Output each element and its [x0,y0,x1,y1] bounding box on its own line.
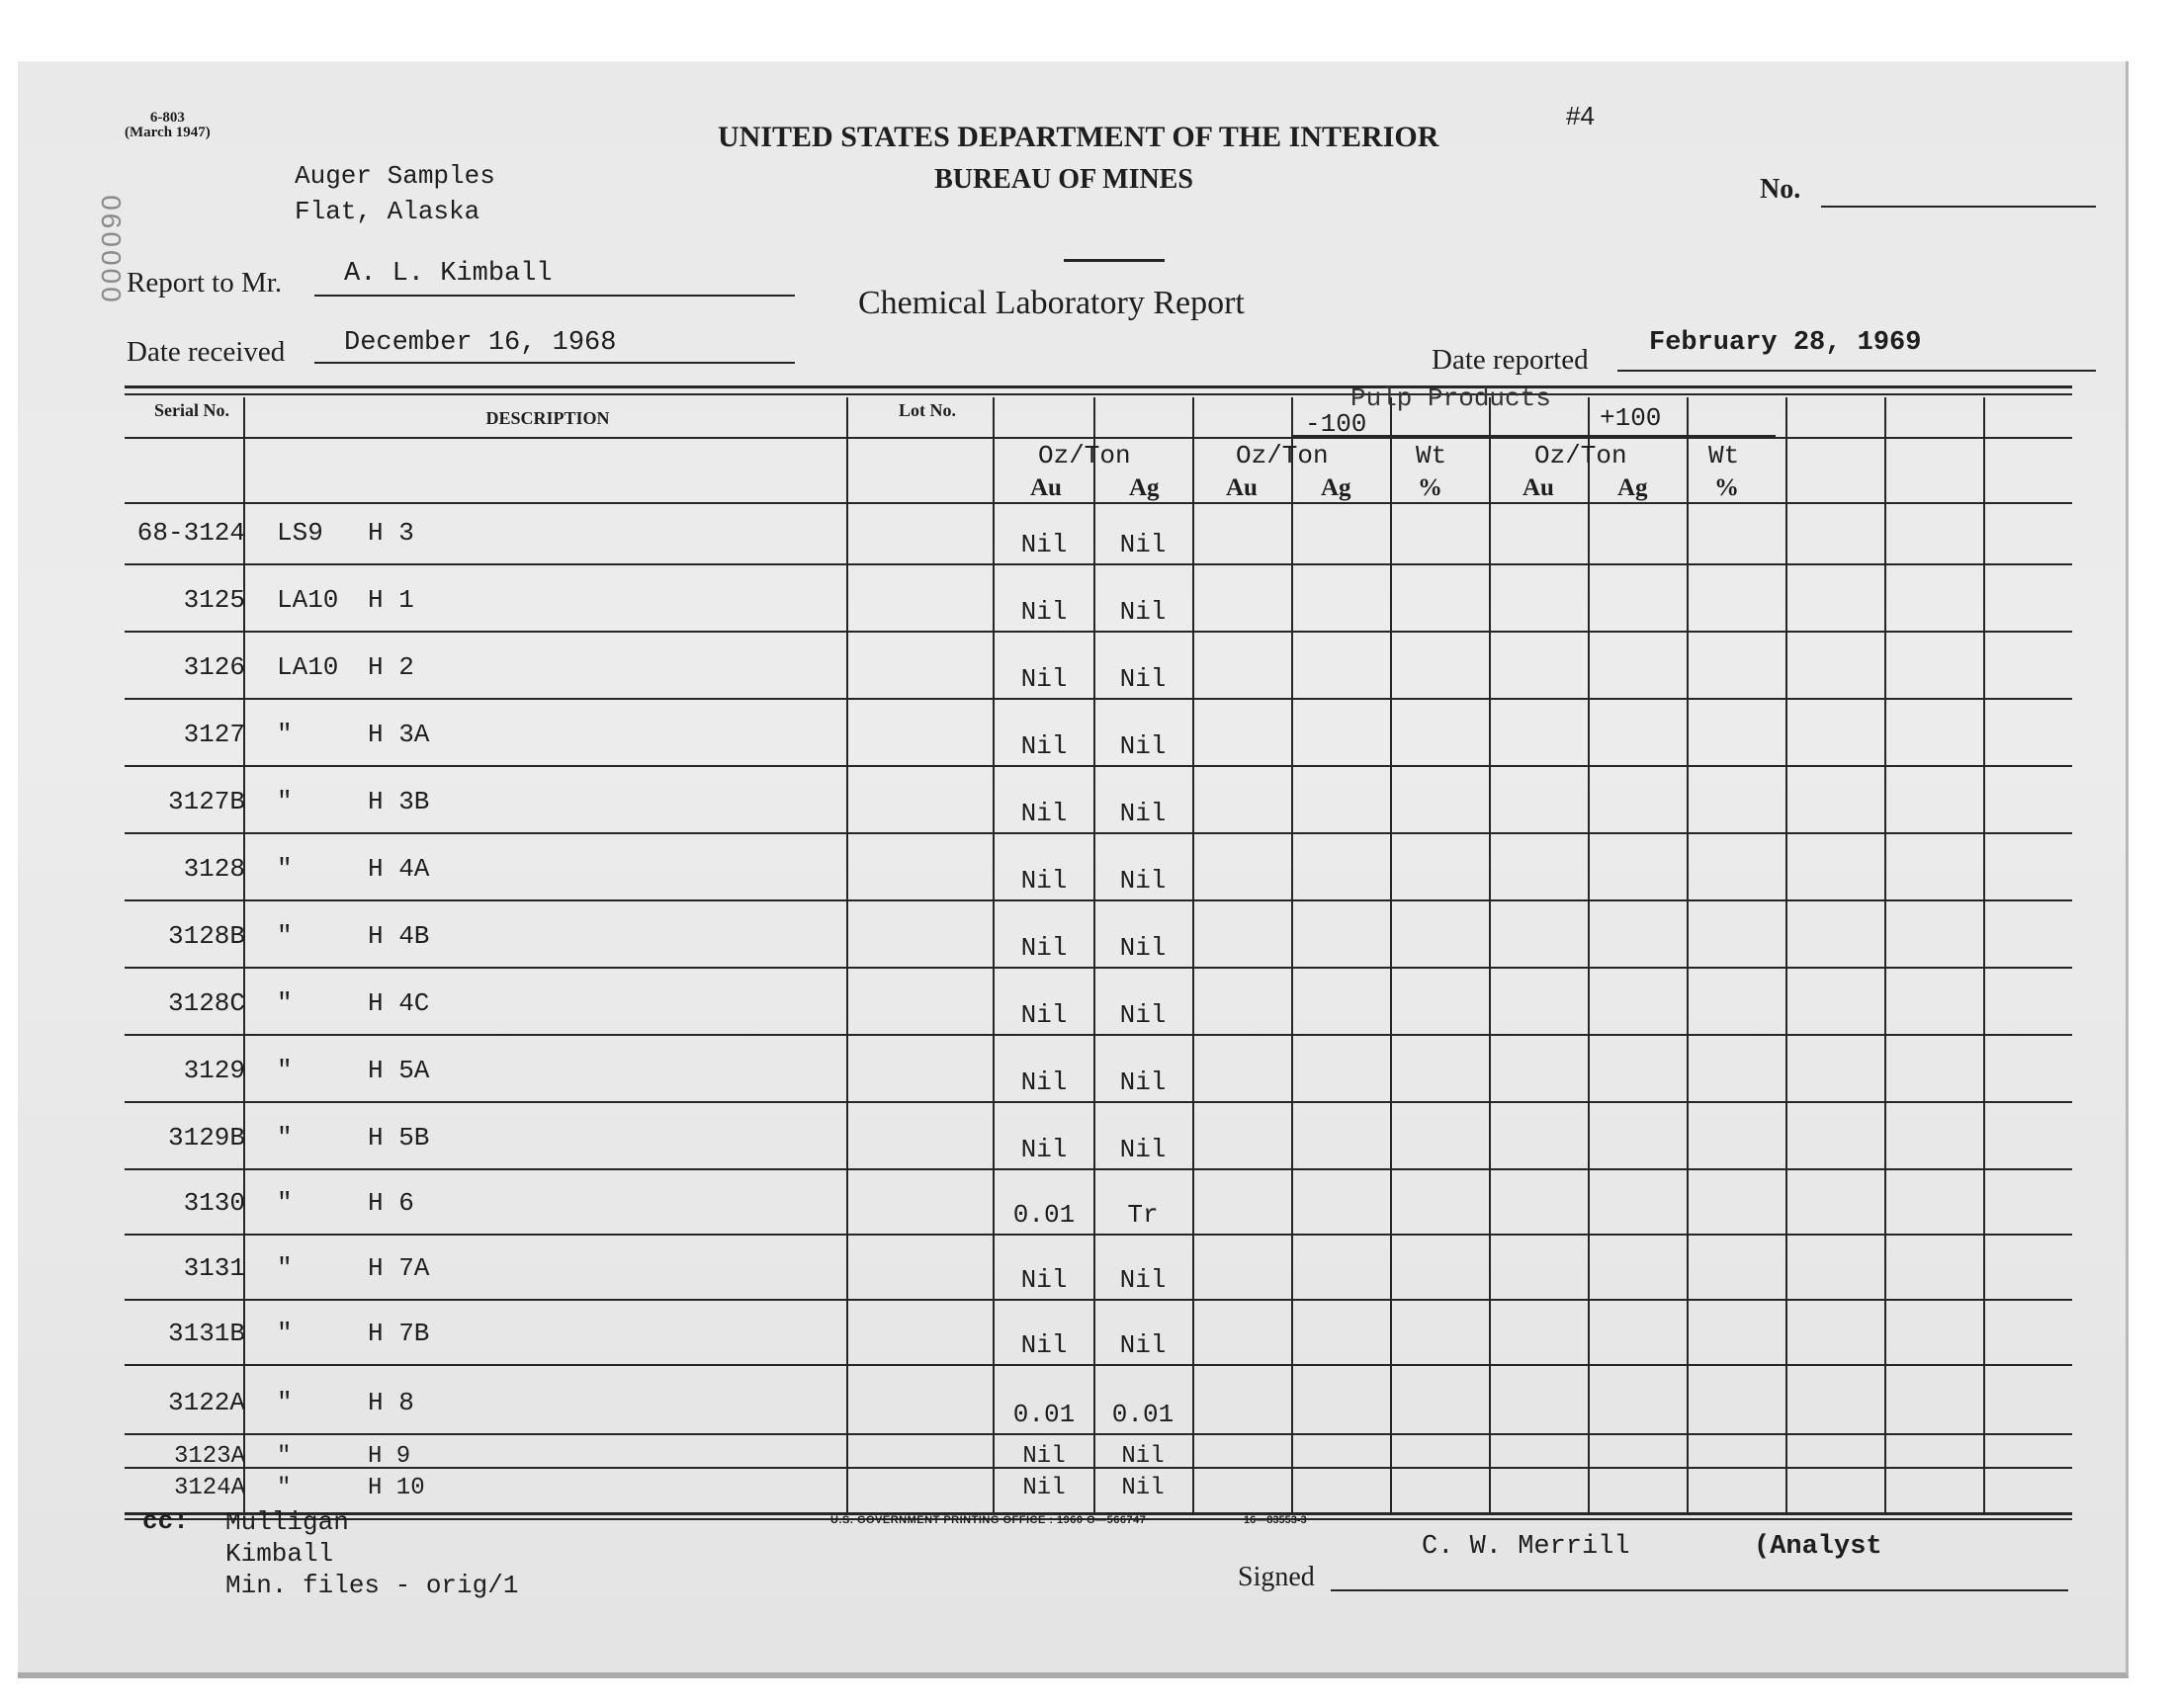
description-code-cell: " [277,1253,293,1283]
header-plus-100: +100 [1600,403,1662,433]
cc-name: Min. files - orig/1 [225,1571,519,1600]
header-wt-1: Wt [1416,441,1447,470]
au-cell: Nil [1020,731,1068,761]
row-rule [125,1364,2072,1366]
report-number-line [1821,206,2096,208]
header-minus-100: -100 [1305,409,1367,439]
header-ag-2: Ag [1321,474,1351,501]
serial-cell: 3128 [183,854,245,884]
serial-cell: 3128C [167,988,245,1018]
au-cell: Nil [1022,1443,1066,1470]
ag-cell: Nil [1119,1330,1167,1360]
header-lot: Lot No. [899,400,956,420]
header-oz-ton-1: Oz/Ton [1038,441,1131,470]
header-serial-text: Serial No. [154,400,229,420]
description-hole-cell: H 8 [368,1388,414,1417]
row-rule [125,563,2072,565]
signature-line [1331,1589,2068,1591]
row-rule [125,631,2072,633]
header-au-1: Au [1030,474,1062,501]
serial-cell: 68-3124 [136,518,245,548]
report-sheet [18,61,2129,1678]
description-code-cell: " [277,1188,293,1218]
description-code-cell: " [277,787,293,816]
ag-cell: Nil [1121,1443,1165,1470]
row-rule [125,1034,2072,1036]
au-cell: Nil [1020,597,1068,627]
ag-cell: Nil [1119,933,1167,963]
au-cell: Nil [1020,664,1068,694]
serial-cell: 3125 [183,585,245,615]
description-code-cell: LA10 [277,652,339,682]
serial-cell: 3127 [183,720,245,749]
description-code-cell: " [277,1056,293,1085]
serial-cell: 3122A [167,1388,245,1417]
serial-cell: 3129 [183,1056,245,1085]
title-divider [1064,259,1165,262]
serial-cell: 3130 [183,1188,245,1218]
description-code-cell: LS9 [277,518,323,548]
form-number [125,111,211,140]
description-hole-cell: H 5B [368,1123,430,1153]
bureau-name: BUREAU OF MINES [934,164,1193,195]
row-rule [125,967,2072,969]
row-rule [125,1433,2072,1435]
serial-cell: 3123A [173,1443,245,1470]
description-hole-cell: H 3B [368,787,430,816]
ag-cell: Nil [1119,799,1167,828]
description-hole-cell: H 7B [368,1319,430,1348]
cc-name: Mulligan [225,1507,349,1537]
date-reported-line [1617,370,2096,372]
report-to-label: Report to Mr. [127,267,283,299]
printer-imprint: U.S. GOVERNMENT PRINTING OFFICE : 1960 O—566747 [830,1514,1147,1526]
serial-cell: 3124A [173,1475,245,1501]
description-code-cell: " [277,1123,293,1153]
serial-cell: 3129B [167,1123,245,1153]
description-code-cell: " [277,720,293,749]
date-reported-label: Date reported [1432,344,1589,376]
row-rule [125,832,2072,834]
row-rule [125,1299,2072,1301]
au-cell: Nil [1020,1330,1068,1360]
ag-cell: Nil [1119,1068,1167,1097]
au-cell: Nil [1020,1265,1068,1295]
ag-cell: Nil [1119,1265,1167,1295]
ag-cell: Nil [1119,731,1167,761]
location-line-1: Auger Samples [295,161,495,191]
date-received-label: Date received [127,336,286,368]
form-number-code: 6-803 [149,110,185,126]
description-code-cell: " [277,1475,292,1501]
description-hole-cell: H 6 [368,1188,414,1218]
header-au-2: Au [1226,474,1258,501]
header-pulp-products: Pulp Products [1350,384,1551,413]
cc-label: cc: [142,1506,189,1536]
description-code-cell: " [277,988,293,1018]
analyst-title: (Analyst [1754,1532,1882,1562]
report-to-value: A. L. Kimball [344,259,553,289]
handwritten-mark: #4 [1566,101,1595,130]
cc-name: Kimball [225,1539,334,1569]
au-cell: Nil [1020,1135,1068,1164]
header-pct-1: % [1418,474,1442,501]
row-rule [125,899,2072,901]
description-hole-cell: H 4A [368,854,430,884]
au-cell: Nil [1020,933,1068,963]
description-code-cell: " [277,921,293,951]
serial-cell: 3128B [167,921,245,951]
au-cell: 0.01 [1012,1400,1076,1429]
description-hole-cell: H 4B [368,921,430,951]
stamp-number-text: 000090 [96,192,127,302]
header-wt-2: Wt [1708,441,1740,470]
row-rule [125,1234,2072,1236]
au-cell: 0.01 [1012,1200,1076,1230]
au-cell: Nil [1020,1000,1068,1030]
date-received-line [314,362,795,364]
table-top-rule [125,385,2072,388]
serial-cell: 3127B [167,787,245,816]
ag-cell: Nil [1121,1475,1165,1501]
row-rule [125,698,2072,700]
description-code-cell: LA10 [277,585,339,615]
ag-cell: Nil [1119,1000,1167,1030]
signed-label: Signed [1238,1562,1315,1592]
row-rule [125,765,2072,767]
header-ag-1: Ag [1129,474,1160,501]
description-hole-cell: H 7A [368,1253,430,1283]
description-hole-cell: H 2 [368,652,414,682]
row-rule [125,1168,2072,1170]
au-cell: Nil [1020,799,1068,828]
cc-list [225,1506,518,1601]
description-hole-cell: H 1 [368,585,414,615]
header-oz-ton-2: Oz/Ton [1236,441,1329,470]
description-code-cell: " [277,1443,292,1470]
description-code-cell: " [277,854,293,884]
date-reported-value: February 28, 1969 [1649,328,1922,358]
ag-cell: Nil [1119,664,1167,694]
description-hole-cell: H 4C [368,988,430,1018]
table-top-rule-2 [125,393,2072,395]
description-code-cell: " [277,1388,293,1417]
location-line-2: Flat, Alaska [295,197,480,226]
date-received-value: December 16, 1968 [344,328,617,358]
ag-cell: Nil [1119,1135,1167,1164]
ag-cell: 0.01 [1111,1400,1174,1429]
serial-cell: 3131B [167,1319,245,1348]
description-hole-cell: H 3 [368,518,414,548]
sample-location [295,158,495,229]
serial-cell: 3126 [183,652,245,682]
report-to-line [314,295,795,297]
header-rule [125,437,2072,439]
stamp-number [89,160,132,338]
au-cell: Nil [1020,530,1068,559]
au-cell: Nil [1022,1475,1066,1501]
header-au-3: Au [1522,474,1554,501]
ag-cell: Nil [1119,597,1167,627]
description-hole-cell: H 5A [368,1056,430,1085]
description-code-cell: " [277,1319,293,1348]
header-ag-3: Ag [1617,474,1648,501]
au-cell: Nil [1020,866,1068,896]
ag-cell: Nil [1119,530,1167,559]
form-revision: (March 1947) [125,125,211,140]
ag-cell: Tr [1127,1200,1159,1230]
agency-name: UNITED STATES DEPARTMENT OF THE INTERIOR [718,121,1439,153]
header-pct-2: % [1714,474,1739,501]
serial-cell: 3131 [183,1253,245,1283]
row-rule [125,1101,2072,1103]
description-hole-cell: H 10 [368,1475,425,1501]
header-bottom-rule [125,502,2072,504]
description-hole-cell: H 9 [368,1443,411,1470]
report-title: Chemical Laboratory Report [858,285,1245,321]
au-cell: Nil [1020,1068,1068,1097]
printer-code: 16—83553-3 [1244,1514,1307,1526]
analyst-name: C. W. Merrill [1422,1532,1630,1562]
report-number-label: No. [1760,174,1801,205]
header-serial [144,401,239,419]
description-hole-cell: H 3A [368,720,430,749]
ag-cell: Nil [1119,866,1167,896]
header-description: DESCRIPTION [485,408,610,428]
header-oz-ton-3: Oz/Ton [1534,441,1627,470]
